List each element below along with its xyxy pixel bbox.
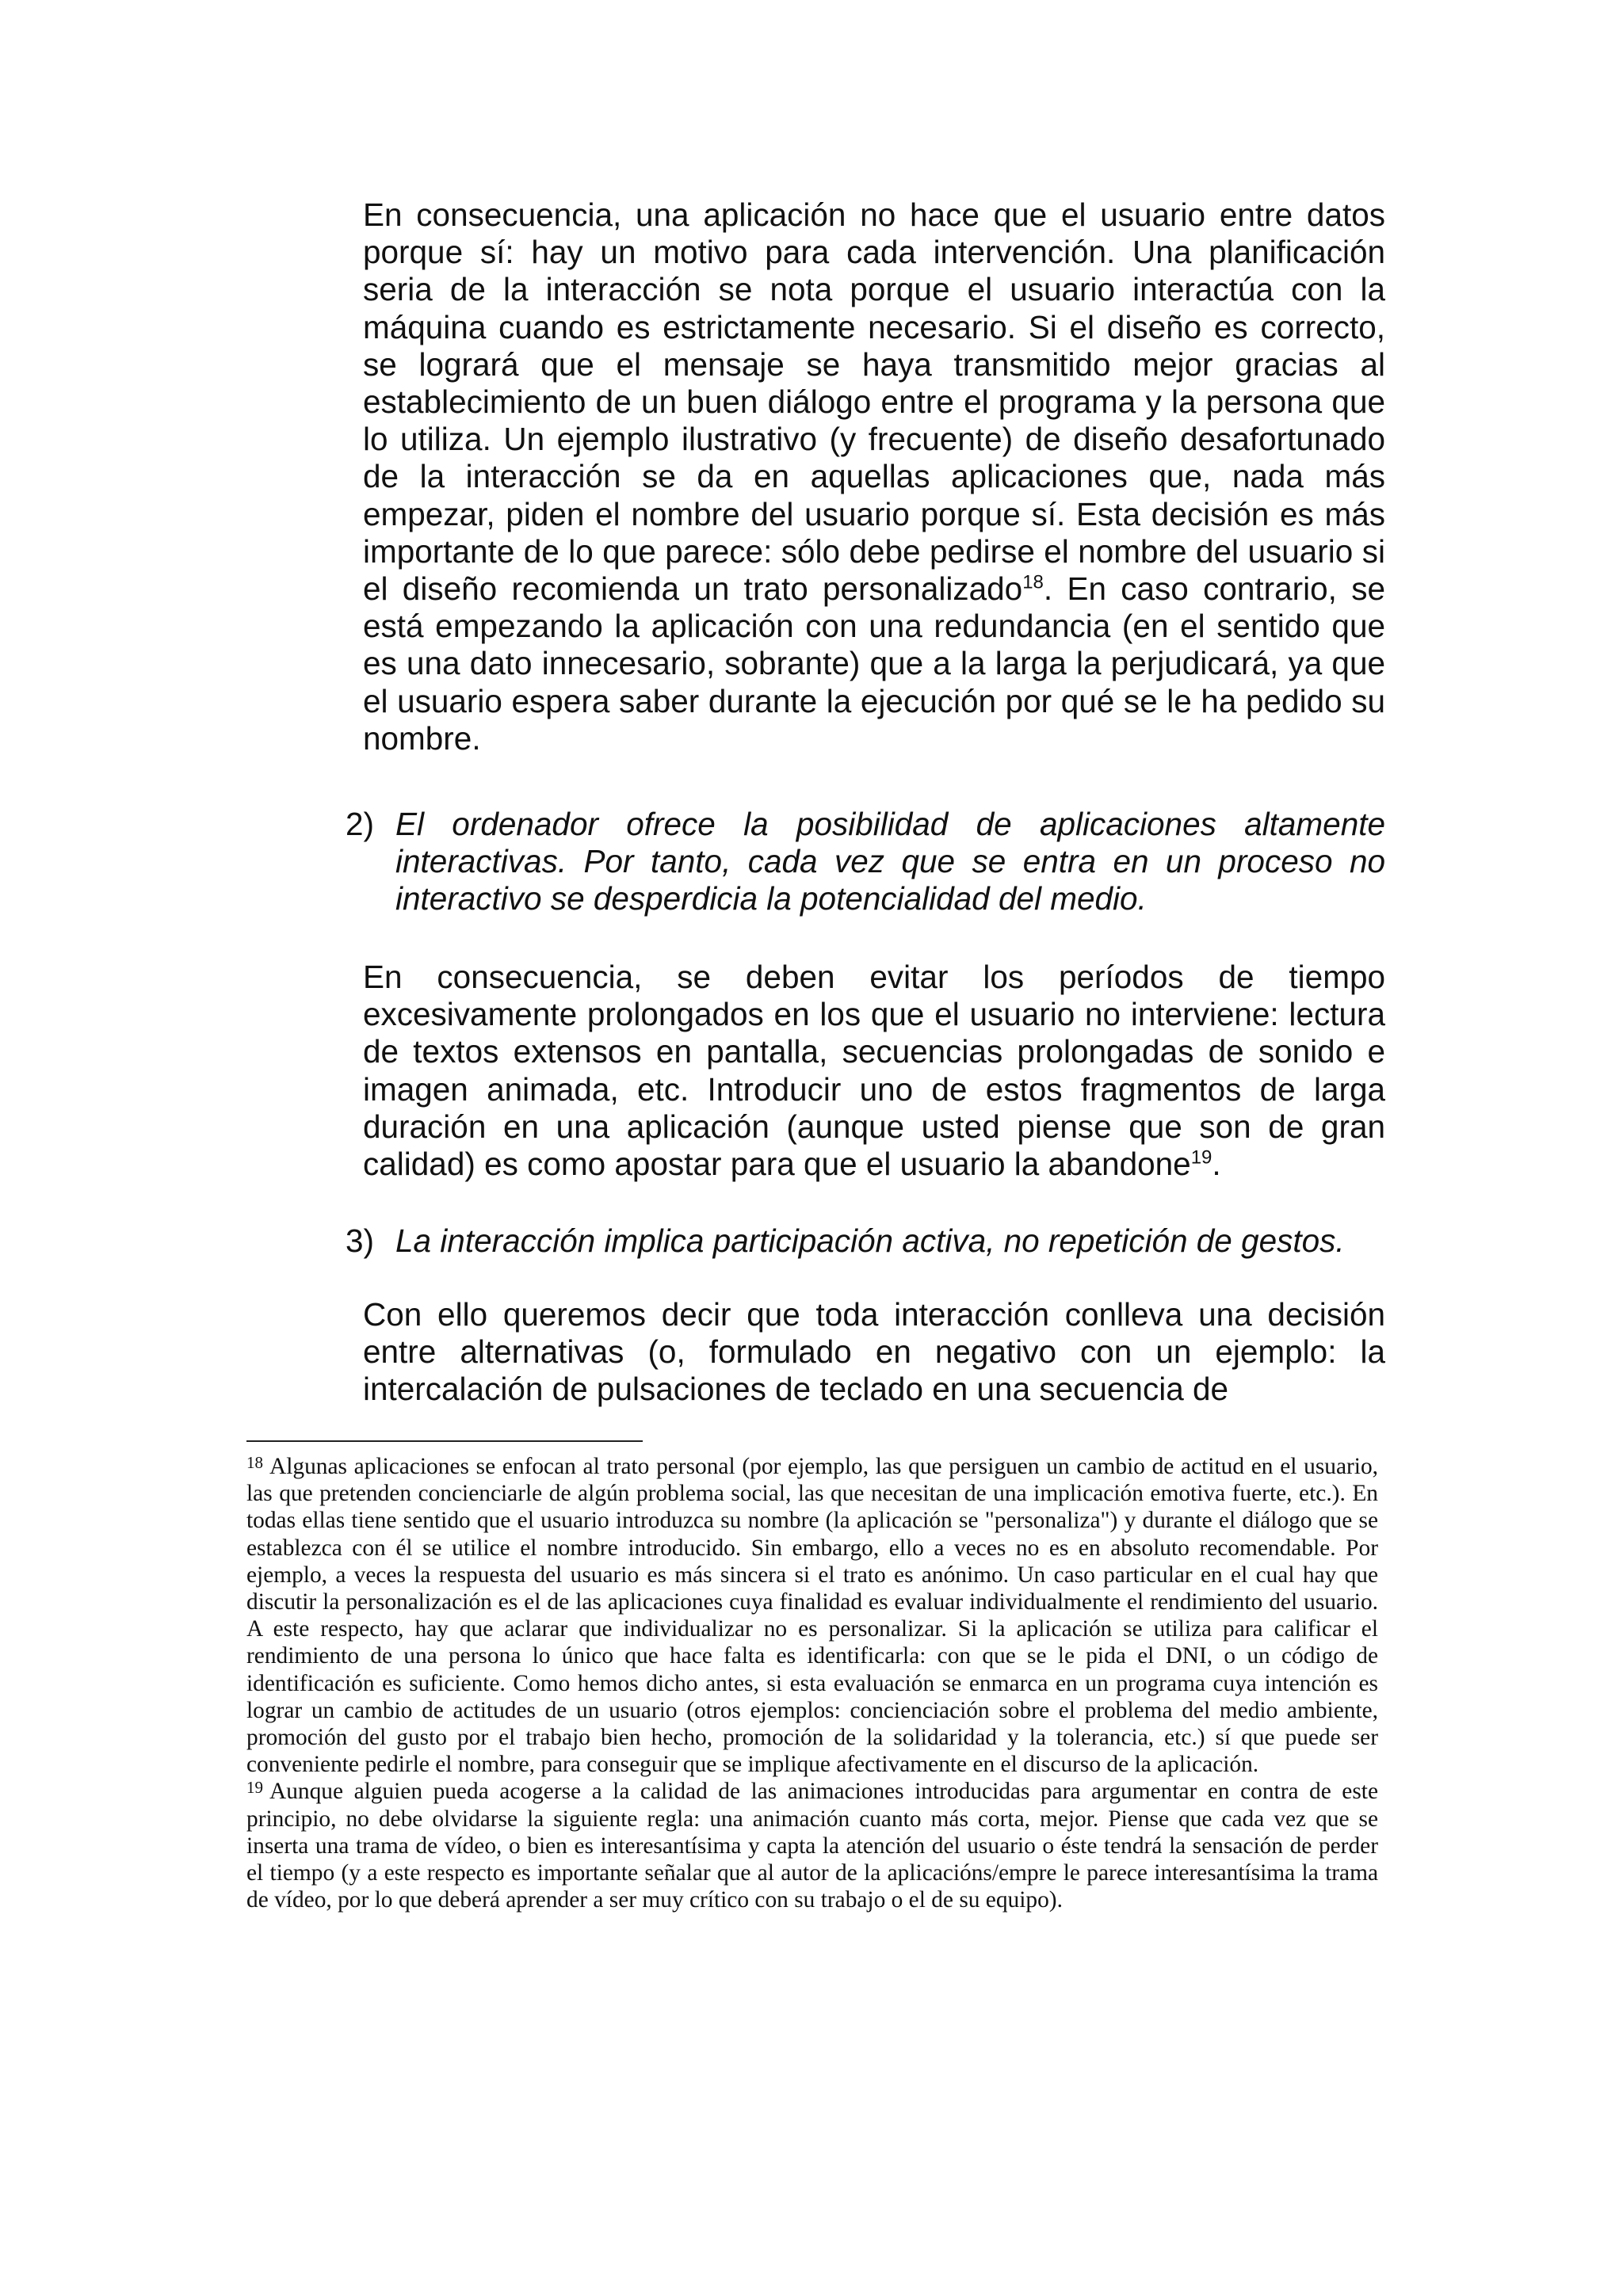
footnote-number-19: 19 xyxy=(246,1778,263,1798)
principle-number-2: 2) xyxy=(346,806,375,842)
principle-item-3 xyxy=(346,1222,1385,1260)
paragraph-3-text: Con ello queremos decir que toda interacción conlleva una decisión entre alternativas (o, formulado en negativo con un ejemplo: la intercalación de pulsaciones de teclado en una secuencia de xyxy=(363,1296,1385,1408)
footnote-19 xyxy=(246,1778,1378,1913)
paragraph-2-text: En consecuencia, se deben evitar los períodos de tiempo excesivamente prolongados en los que el usuario no interviene: lectura de textos extensos en pantalla, secuencias prolongadas de sonido e imagen animada, etc. Introducir uno de estos fragmentos de larga duración en una aplicación (aunque usted piense que son de gran calidad) es como apostar para que el usuario la abandone xyxy=(363,959,1385,1183)
footnote-separator xyxy=(246,1440,643,1442)
footnote-ref-19[interactable]: 19 xyxy=(1190,1146,1212,1169)
paragraph-2-text-end: . xyxy=(1212,1146,1221,1183)
footnotes-section xyxy=(246,1453,1378,1913)
footnote-text-19: Aunque alguien pueda acogerse a la calidad de las animaciones introducidas para argumentar en contra de este principio, no debe olvidarse la siguiente regla: una animación cuanto más corta, mejor. Piense que cada vez que se inserta una trama de vídeo, o bien es interesantísima y capta la atención del usuario o éste tendrá la sensación de perder el tiempo (y a este respecto es importante señalar que al autor de la aplicacións/empre le parece interesantísima la trama de vídeo, por lo que deberá aprender a ser muy crítico con su trabajo o el de su equipo). xyxy=(246,1779,1378,1913)
paragraph-1-text: En consecuencia, una aplicación no hace que el usuario entre datos porque sí: hay un motivo para cada intervención. Una planificación seria de la interacción se nota porque el usuario interactúa con la máquina cuando es estrictamente necesario. Si el diseño es correcto, se logrará que el mensaje se haya transmitido mejor gracias al establecimiento de un buen diálogo entre el programa y la persona que lo utiliza. Un ejemplo ilustrativo (y frecuente) de diseño desafortunado de la interacción se da en aquellas aplicaciones que, nada más empezar, piden el nombre del usuario porque sí. Esta decisión es más importante de lo que parece: sólo debe pedirse el nombre del usuario si el diseño recomienda un trato personalizado xyxy=(363,196,1385,608)
body-paragraph-2 xyxy=(363,959,1385,1183)
principle-item-2 xyxy=(346,806,1385,918)
principle-claim-2: El ordenador ofrece la posibilidad de aplicaciones altamente interactivas. Por tanto, cada vez que se entra en un proceso no interactivo se desperdicia la potencialidad del medio. xyxy=(395,806,1385,917)
footnote-text-18: Algunas aplicaciones se enfocan al trato personal (por ejemplo, las que persiguen un cambio de actitud en el usuario, las que pretenden concienciarle de algún problema social, las que necesitan de una implicación emotiva fuerte, etc.). En todas ellas tiene sentido que el usuario introduzca su nombre (la aplicación se "personaliza") y durante el diálogo que se establezca con él se utilice el nombre introducido. Sin embargo, ello a veces no es en absoluto recomendable. Por ejemplo, a veces la respuesta del usuario es más sincera si el trato es anónimo. Un caso particular en el cual hay que discutir la personalización es el de las aplicaciones cuya finalidad es evaluar individualmente el rendimiento del usuario. A este respecto, hay que aclarar que individualizar no es personalizar. Si la aplicación se utiliza para calificar el rendimiento de una persona lo único que hace falta es identificarla: con que se le pida el DNI, o un código de identificación es suficiente. Como hemos dicho antes, si esta evaluación se enmarca en un programa cuya intención es lograr un cambio de actitudes de un usuario (otros ejemplos: concienciación sobre el problema del medio ambiente, promoción del gusto por el trabajo bien hecho, promoción de la solidaridad y la tolerancia, etc.) sí que puede ser conveniente pedirle el nombre, para conseguir que se implique afectivamente en el discurso de la aplicación. xyxy=(246,1454,1378,1778)
principle-number-3: 3) xyxy=(346,1222,375,1259)
footnote-18 xyxy=(246,1453,1378,1778)
footnote-ref-18[interactable]: 18 xyxy=(1022,571,1044,593)
body-paragraph-3 xyxy=(363,1296,1385,1409)
footnote-number-18: 18 xyxy=(246,1453,263,1472)
paragraph-1-text-end: . En caso contrario, se está empezando la aplicación con una redundancia (en el sentido que es una dato innecesario, sobrante) que a la larga la perjudicará, ya que el usuario espera saber durante la ejecución por qué se le ha pedido su nombre. xyxy=(363,570,1385,757)
principle-claim-3: La interacción implica participación activa, no repetición de gestos. xyxy=(395,1222,1345,1259)
body-paragraph-1 xyxy=(363,196,1385,757)
